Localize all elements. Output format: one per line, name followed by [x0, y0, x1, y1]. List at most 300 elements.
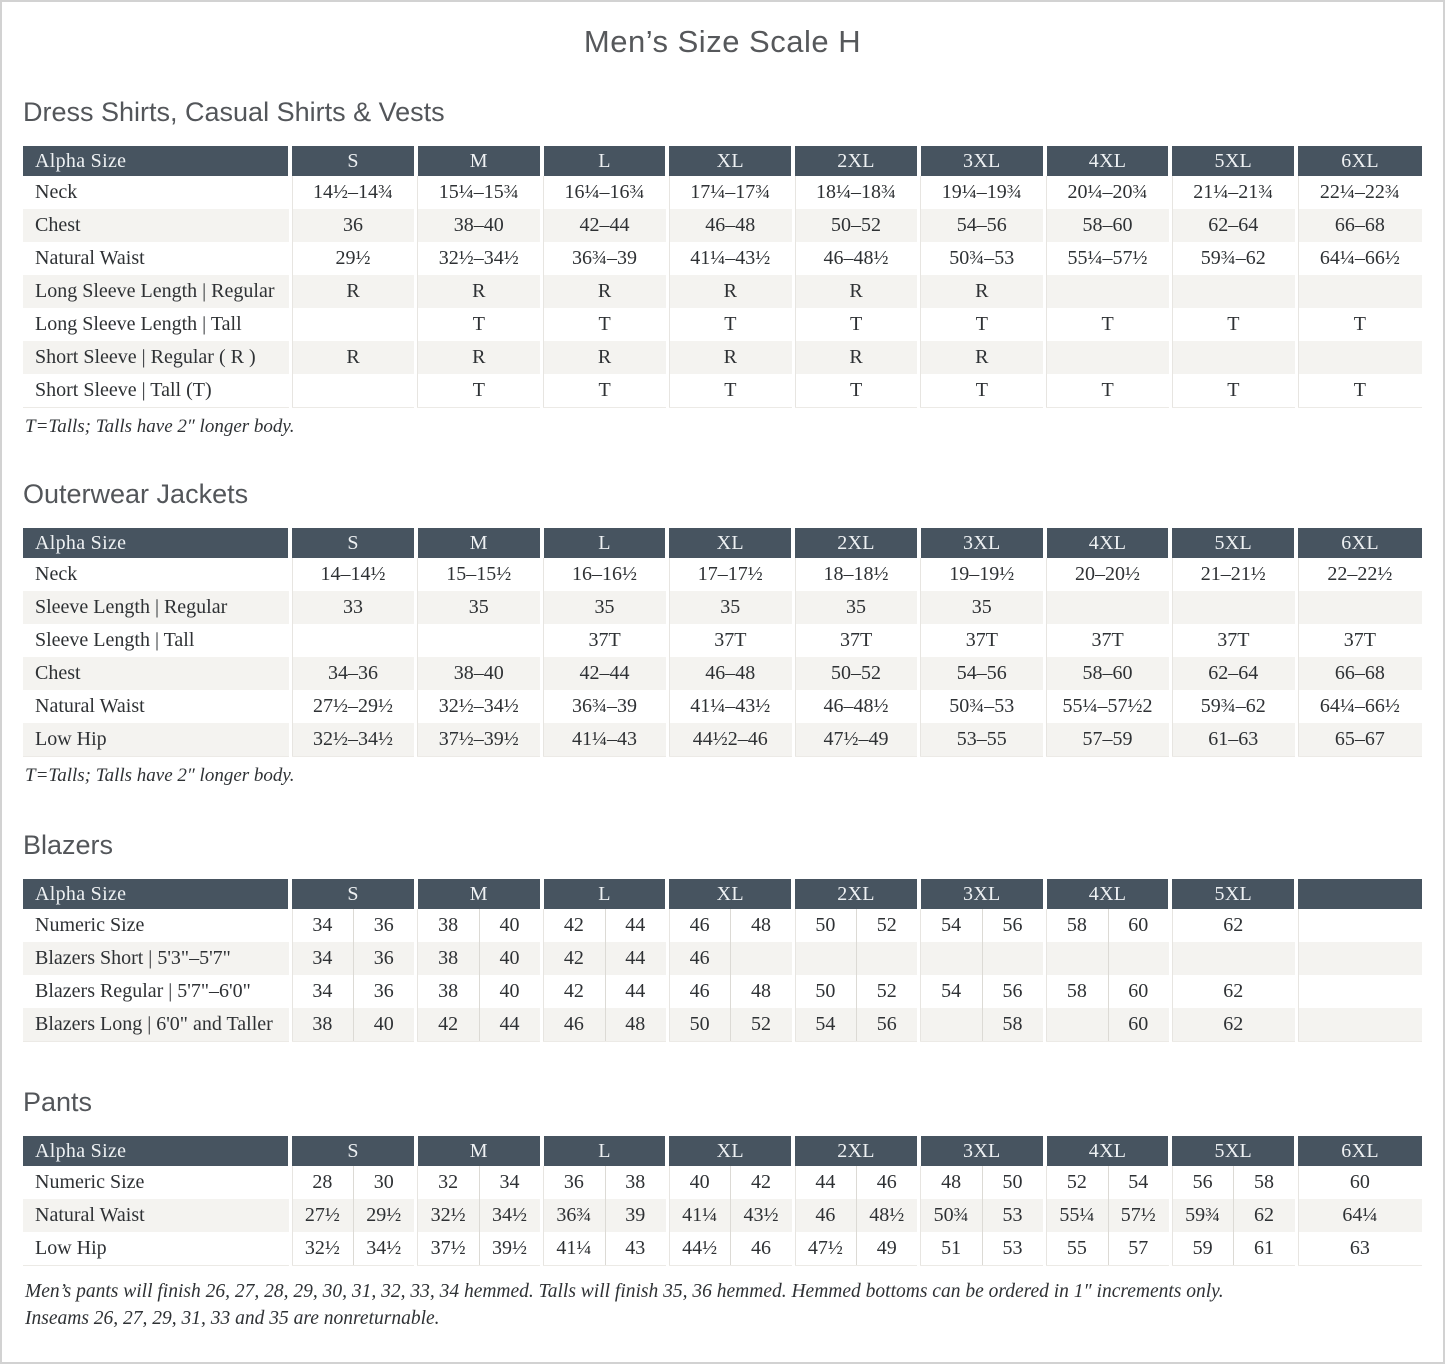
cell	[1296, 909, 1422, 942]
section-pants	[23, 1084, 1422, 1266]
column-header: 4XL	[1045, 146, 1171, 176]
row-label: Sleeve Length | Tall	[35, 629, 195, 651]
cell: 34½	[353, 1232, 416, 1266]
header-row	[23, 146, 1422, 176]
cell: 58	[1045, 909, 1108, 942]
column-header	[1296, 879, 1422, 909]
cell: R	[290, 275, 416, 308]
cell: 62	[1233, 1199, 1296, 1232]
column-header: 2XL	[793, 879, 919, 909]
cell: 44	[479, 1008, 542, 1042]
column-header: M	[416, 146, 542, 176]
cell: 55	[1045, 1232, 1108, 1266]
cell: 62	[1170, 1008, 1296, 1042]
cell: 52	[856, 909, 919, 942]
cell: 58–60	[1045, 209, 1171, 242]
table-row	[23, 558, 1422, 591]
cell: T	[1296, 374, 1422, 408]
cell: 38–40	[416, 209, 542, 242]
cell: 54	[1108, 1166, 1171, 1199]
column-header: 2XL	[793, 1136, 919, 1166]
cell: T	[793, 308, 919, 341]
cell: R	[416, 275, 542, 308]
pants-table-holder	[23, 1136, 1422, 1266]
cell: R	[793, 275, 919, 308]
cell: 63	[1296, 1232, 1422, 1266]
cell: 42	[542, 942, 605, 975]
cell	[1296, 975, 1422, 1008]
cell: 21–21½	[1170, 558, 1296, 591]
cell: R	[919, 275, 1045, 308]
cell: 36¾–39	[542, 242, 668, 275]
cell: 37T	[1170, 624, 1296, 657]
cell	[793, 942, 856, 975]
cell: T	[1296, 308, 1422, 341]
cell	[919, 1008, 982, 1042]
cell: 64¼–66½	[1296, 690, 1422, 723]
cell	[1170, 591, 1296, 624]
cell: 22¼–22¾	[1296, 176, 1422, 209]
cell	[1170, 275, 1296, 308]
cell: 50¾–53	[919, 690, 1045, 723]
cell: 52	[856, 975, 919, 1008]
cell: T	[542, 308, 668, 341]
cell: 46	[667, 909, 730, 942]
cell: 37T	[793, 624, 919, 657]
cell: 47½	[793, 1232, 856, 1266]
cell: 38	[416, 909, 479, 942]
table-row	[23, 242, 1422, 275]
cell: T	[416, 374, 542, 408]
cell: R	[290, 341, 416, 374]
cell: 66–68	[1296, 657, 1422, 690]
header-row	[23, 528, 1422, 558]
table-row	[23, 1199, 1422, 1232]
cell: 40	[667, 1166, 730, 1199]
cell: 60	[1108, 975, 1171, 1008]
section-heading-blazers: Blazers	[23, 830, 114, 860]
row-label: Short Sleeve | Regular ( R )	[23, 341, 290, 374]
column-header: XL	[667, 528, 793, 558]
table-row	[23, 690, 1422, 723]
cell: 42–44	[542, 657, 668, 690]
cell: 14½–14¾	[290, 176, 416, 209]
cell: 42	[542, 909, 605, 942]
cell: 21¼–21¾	[1170, 176, 1296, 209]
cell: 50	[982, 1166, 1045, 1199]
column-header: 2XL	[793, 146, 919, 176]
cell: 59¾–62	[1170, 242, 1296, 275]
cell	[1170, 341, 1296, 374]
cell: R	[919, 341, 1045, 374]
column-header: XL	[667, 1136, 793, 1166]
column-header: 3XL	[919, 528, 1045, 558]
cell: 40	[479, 975, 542, 1008]
cell: 41¼	[542, 1232, 605, 1266]
cell: 38	[605, 1166, 668, 1199]
cell: 60	[1296, 1166, 1422, 1199]
talls-footnote: T=Talls; Talls have 2″ longer body.	[25, 765, 295, 786]
cell	[1045, 1008, 1108, 1042]
column-header: 4XL	[1045, 1136, 1171, 1166]
cell: 41¼–43	[542, 723, 668, 757]
table-row	[23, 275, 1422, 308]
cell: 53	[982, 1232, 1045, 1266]
cell: 14–14½	[290, 558, 416, 591]
cell: 36¾	[542, 1199, 605, 1232]
column-header: 3XL	[919, 146, 1045, 176]
cell: 54–56	[919, 657, 1045, 690]
cell: 32½	[416, 1199, 479, 1232]
column-header: 5XL	[1170, 1136, 1296, 1166]
size-table	[23, 528, 1422, 757]
cell: 41¼–43½	[667, 242, 793, 275]
cell: 34	[479, 1166, 542, 1199]
cell: 61–63	[1170, 723, 1296, 757]
table-row	[23, 176, 1422, 209]
dress-shirts-table-holder	[23, 146, 1422, 408]
table-row	[23, 975, 1422, 1008]
cell: 27½	[290, 1199, 353, 1232]
cell: 50–52	[793, 657, 919, 690]
cell: 50¾	[919, 1199, 982, 1232]
column-header: 6XL	[1296, 528, 1422, 558]
cell: 35	[667, 591, 793, 624]
cell: 27½–29½	[290, 690, 416, 723]
cell: 58	[982, 1008, 1045, 1042]
table-row	[23, 1232, 1422, 1266]
column-header: 3XL	[919, 1136, 1045, 1166]
column-header: S	[290, 146, 416, 176]
cell: 58	[1045, 975, 1108, 1008]
cell: 37T	[1045, 624, 1171, 657]
cell	[1296, 341, 1422, 374]
cell: 39	[605, 1199, 668, 1232]
table-row	[23, 209, 1422, 242]
row-label: Neck	[35, 181, 78, 203]
cell	[290, 624, 416, 657]
table-row	[23, 1008, 1422, 1042]
cell: 48½	[856, 1199, 919, 1232]
cell: 55¼–57½2	[1045, 690, 1171, 723]
cell: 29½	[353, 1199, 416, 1232]
row-label: Short Sleeve | Tall (T)	[23, 374, 290, 408]
cell: 48	[730, 975, 793, 1008]
cell: 46–48	[667, 209, 793, 242]
cell: 37T	[542, 624, 668, 657]
cell: 32½–34½	[416, 690, 542, 723]
cell: 18–18½	[793, 558, 919, 591]
cell: 37½	[416, 1232, 479, 1266]
cell: 34½	[479, 1199, 542, 1232]
cell: 46–48½	[793, 690, 919, 723]
cell: R	[416, 341, 542, 374]
cell	[1296, 1008, 1422, 1042]
column-header: L	[542, 1136, 668, 1166]
cell	[1045, 591, 1171, 624]
cell: 22–22½	[1296, 558, 1422, 591]
cell: 42	[542, 975, 605, 1008]
column-header: M	[416, 879, 542, 909]
cell: 37T	[667, 624, 793, 657]
table-row	[23, 942, 1422, 975]
cell	[1045, 341, 1171, 374]
cell: 59	[1170, 1232, 1233, 1266]
cell: 54	[919, 909, 982, 942]
cell: T	[416, 308, 542, 341]
column-header: XL	[667, 879, 793, 909]
cell: 16¼–16¾	[542, 176, 668, 209]
cell	[1045, 942, 1108, 975]
cell: 64¼	[1296, 1199, 1422, 1232]
cell: 48	[919, 1166, 982, 1199]
column-header: 2XL	[793, 528, 919, 558]
cell: 48	[730, 909, 793, 942]
column-header: 3XL	[919, 879, 1045, 909]
column-header: 5XL	[1170, 879, 1296, 909]
cell: 44	[605, 975, 668, 1008]
row-label: Natural Waist	[35, 695, 145, 717]
cell: 35	[919, 591, 1045, 624]
column-header: 4XL	[1045, 528, 1171, 558]
cell	[1296, 591, 1422, 624]
cell: R	[667, 275, 793, 308]
cell: 40	[353, 1008, 416, 1042]
cell: R	[542, 341, 668, 374]
cell: 46	[542, 1008, 605, 1042]
cell: T	[667, 374, 793, 408]
cell: 36	[542, 1166, 605, 1199]
cell: 56	[982, 909, 1045, 942]
cell: 59¾	[1170, 1199, 1233, 1232]
cell: 17–17½	[667, 558, 793, 591]
cell	[290, 374, 416, 408]
cell: 44½2–46	[667, 723, 793, 757]
cell: 34	[290, 909, 353, 942]
row-label: Numeric Size	[35, 1171, 145, 1193]
row-label: Blazers Regular | 5'7"–6'0"	[35, 980, 251, 1002]
column-header: S	[290, 879, 416, 909]
row-label: Blazers Long | 6'0" and Taller	[23, 1008, 290, 1042]
cell: 44½	[667, 1232, 730, 1266]
cell: 62–64	[1170, 657, 1296, 690]
header-row	[23, 879, 1422, 909]
cell: 16–16½	[542, 558, 668, 591]
page-title: Men’s Size Scale H	[583, 24, 862, 59]
row-label: Long Sleeve Length | Regular	[23, 275, 290, 308]
cell: 56	[856, 1008, 919, 1042]
cell: 56	[1170, 1166, 1233, 1199]
column-header: L	[542, 146, 668, 176]
cell: 44	[605, 942, 668, 975]
cell: 15–15½	[416, 558, 542, 591]
cell: 41¼	[667, 1199, 730, 1232]
cell: 40	[479, 909, 542, 942]
cell: 55¼	[1045, 1199, 1108, 1232]
header-row	[23, 1136, 1422, 1166]
cell	[856, 942, 919, 975]
cell: 35	[416, 591, 542, 624]
cell: 53–55	[919, 723, 1045, 757]
cell: 17¼–17¾	[667, 176, 793, 209]
column-header: S	[290, 528, 416, 558]
cell: 57–59	[1045, 723, 1171, 757]
cell: 55¼–57½	[1045, 242, 1171, 275]
table-row	[23, 723, 1422, 757]
cell: 41¼–43½	[667, 690, 793, 723]
cell: 43	[605, 1232, 668, 1266]
row-label: Natural Waist	[23, 1199, 290, 1232]
cell	[416, 624, 542, 657]
column-header: Alpha Size	[23, 146, 290, 176]
cell: 42	[730, 1166, 793, 1199]
footer-line-hemming: Men’s pants will finish 26, 27, 28, 29, 30, 31, 32, 33, 34 hemmed. Talls will finish 35, 36 hemmed. Hemmed bottoms can be ordered in 1″ increments only.	[25, 1281, 1224, 1302]
cell: 58	[1233, 1166, 1296, 1199]
cell: 38	[290, 1008, 353, 1042]
column-header: 6XL	[1296, 1136, 1422, 1166]
cell: 34	[290, 975, 353, 1008]
cell: 36	[353, 975, 416, 1008]
size-table	[23, 146, 1422, 408]
blazers-table-holder	[23, 879, 1422, 1042]
cell: 62–64	[1170, 209, 1296, 242]
cell: 54	[919, 975, 982, 1008]
cell: 34–36	[290, 657, 416, 690]
cell: T	[1045, 308, 1171, 341]
column-header: 5XL	[1170, 528, 1296, 558]
column-header: Alpha Size	[23, 1136, 290, 1166]
table-row	[23, 374, 1422, 408]
cell: 33	[290, 591, 416, 624]
cell: 46	[667, 975, 730, 1008]
row-label: Long Sleeve Length | Tall	[35, 313, 242, 335]
column-header: 6XL	[1296, 146, 1422, 176]
section-heading-pants: Pants	[23, 1087, 93, 1117]
cell: 44	[605, 909, 668, 942]
cell: 56	[982, 975, 1045, 1008]
cell: 36	[353, 909, 416, 942]
section-heading-outerwear-jackets: Outerwear Jackets	[23, 479, 249, 509]
cell	[1170, 942, 1296, 975]
cell: 40	[479, 942, 542, 975]
cell: 51	[919, 1232, 982, 1266]
cell: T	[1170, 308, 1296, 341]
cell: 47½–49	[793, 723, 919, 757]
cell: T	[793, 374, 919, 408]
cell: 50	[667, 1008, 730, 1042]
cell: 38	[416, 942, 479, 975]
cell: 61	[1233, 1232, 1296, 1266]
cell: 62	[1170, 975, 1296, 1008]
cell: 32½–34½	[416, 242, 542, 275]
cell	[982, 942, 1045, 975]
cell: 29½	[290, 242, 416, 275]
column-header: Alpha Size	[23, 879, 290, 909]
cell: 60	[1108, 909, 1171, 942]
cell	[1045, 275, 1171, 308]
column-header: L	[542, 528, 668, 558]
table-row	[23, 591, 1422, 624]
section-outerwear-jackets	[23, 476, 1422, 787]
cell: 54–56	[919, 209, 1045, 242]
table-row	[23, 1166, 1422, 1199]
row-label: Low Hip	[23, 1232, 290, 1266]
cell: T	[1170, 374, 1296, 408]
section-dress-shirts	[23, 94, 1422, 438]
cell: 57½	[1108, 1199, 1171, 1232]
cell: T	[542, 374, 668, 408]
cell	[1296, 275, 1422, 308]
cell: 50–52	[793, 209, 919, 242]
row-label: Neck	[35, 563, 78, 585]
row-label: Numeric Size	[35, 914, 145, 936]
cell: 20–20½	[1045, 558, 1171, 591]
cell: 19–19½	[919, 558, 1045, 591]
cell	[1296, 942, 1422, 975]
cell: 15¼–15¾	[416, 176, 542, 209]
cell: 36¾–39	[542, 690, 668, 723]
table-row	[23, 624, 1422, 657]
cell: 44	[793, 1166, 856, 1199]
table-row	[23, 308, 1422, 341]
cell: 52	[730, 1008, 793, 1042]
cell: 35	[542, 591, 668, 624]
cell: 32½–34½	[290, 723, 416, 757]
cell: 35	[793, 591, 919, 624]
cell: 48	[605, 1008, 668, 1042]
table-row	[23, 909, 1422, 942]
row-label: Low Hip	[23, 723, 290, 757]
cell: 46	[793, 1199, 856, 1232]
talls-footnote: T=Talls; Talls have 2″ longer body.	[25, 416, 295, 437]
cell: 66–68	[1296, 209, 1422, 242]
cell: 19¼–19¾	[919, 176, 1045, 209]
cell: T	[919, 308, 1045, 341]
cell: 42	[416, 1008, 479, 1042]
cell: 59¾–62	[1170, 690, 1296, 723]
page-footer	[23, 1278, 1422, 1332]
cell: 53	[982, 1199, 1045, 1232]
cell: 43½	[730, 1199, 793, 1232]
cell: R	[667, 341, 793, 374]
row-label: Chest	[23, 657, 290, 690]
footer-line-inseams: Inseams 26, 27, 29, 31, 33 and 35 are nonreturnable.	[25, 1308, 440, 1329]
cell: 64¼–66½	[1296, 242, 1422, 275]
column-header: M	[416, 1136, 542, 1166]
cell: T	[919, 374, 1045, 408]
cell	[290, 308, 416, 341]
column-header: M	[416, 528, 542, 558]
cell: R	[793, 341, 919, 374]
cell: 38	[416, 975, 479, 1008]
cell: 54	[793, 1008, 856, 1042]
cell: 58–60	[1045, 657, 1171, 690]
row-label: Natural Waist	[35, 247, 145, 269]
table-row	[23, 657, 1422, 690]
cell: T	[1045, 374, 1171, 408]
section-blazers	[23, 827, 1422, 1042]
section-heading-dress-shirts: Dress Shirts, Casual Shirts & Vests	[23, 97, 445, 127]
cell: 34	[290, 942, 353, 975]
cell: 65–67	[1296, 723, 1422, 757]
table-row	[23, 341, 1422, 374]
cell: 30	[353, 1166, 416, 1199]
cell: 37T	[919, 624, 1045, 657]
cell	[730, 942, 793, 975]
cell: R	[542, 275, 668, 308]
cell: 20¼–20¾	[1045, 176, 1171, 209]
row-label: Blazers Short | 5'3"–5'7"	[23, 942, 290, 975]
